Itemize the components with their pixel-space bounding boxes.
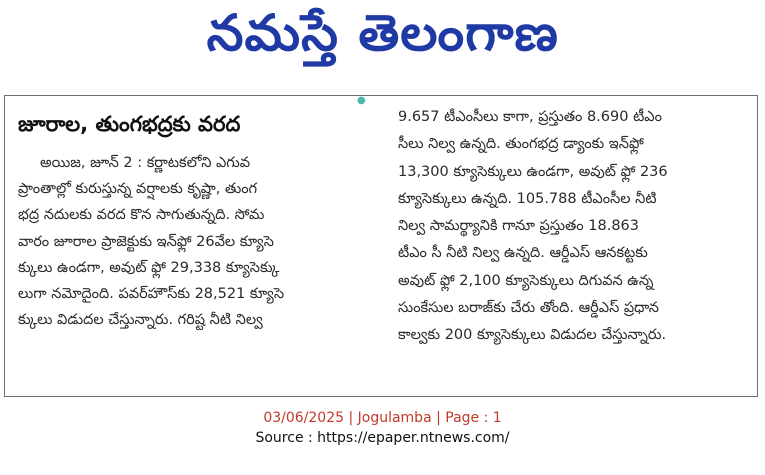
article-line: క్యూసెక్కులు ఉన్నది. 105.788 టీఎంసీల నీటి [398,190,657,207]
source-link[interactable]: Source : https://epaper.ntnews.com/ [255,430,510,446]
article-line: నిల్వ సామర్థ్యానికి గానూ ప్రస్తుతం 18.863 [398,218,639,235]
article-line: అవుట్ ఫ్లో 2,100 క్యూసెక్కులు దిగువన ఉన్న [398,272,654,289]
article-clipping [4,95,758,397]
article-line: సుంకేసుల బరాజ్‌కు చేరు తోంది. ఆర్డీఎస్ ప్రధాన [398,300,659,317]
article-line: 13,300 క్యూసెక్కులు ఉండగా, అవుట్ ఫ్లో 236 [398,163,668,180]
edition-meta: 03/06/2025 | Jogulamba | Page : 1 [263,410,502,426]
article-line: భద్ర నదులకు వరద కొన సాగుతున్నది. సోమ [18,207,265,224]
article-line: క్కులు విడుదల చేస్తున్నారు. గరిష్ట నీటి నిల్వ [18,312,263,329]
article-line: వారం జూరాల ప్రాజెక్టుకు ఇన్‌ఫ్లో 26వేల క్యూసె [18,233,274,250]
masthead-title: నమస్తే తెలంగాణ [206,3,559,62]
decorative-mark: ● [357,95,366,106]
article-left-column [18,108,368,333]
article-right-column [398,104,748,350]
article-line: సీలు నిల్వ ఉన్నది. తుంగభద్ర డ్యాంకు ఇన్‌ఫ్లో [398,136,644,153]
article-headline: జూరాల, తుంగభద్రకు వరద [18,112,241,136]
article-line: లుగా నమోదైంది. పవర్‌హౌస్‌కు 28,521 క్యూసె [18,286,284,303]
article-line: టీఎం సీ నీటి నిల్వ ఉన్నది. ఆర్డీఎస్ ఆనకట్టకు [398,245,648,262]
article-line: 9.657 టీఎంసీలు కాగా, ప్రస్తుతం 8.690 టీఎం [398,109,662,125]
article-line: క్కులు ఉండగా, అవుట్ ఫ్లో 29,338 క్యూసెక్కు [18,259,280,276]
newspaper-masthead [0,4,765,74]
article-line: అయిజ, జూన్ 2 : కర్ణాటకలోని ఎగువ [40,155,251,171]
article-line: ప్రాంతాల్లో కురుస్తున్న వర్షాలకు కృష్ణా, తుంగ [18,181,258,198]
page-footer [0,408,765,448]
article-line: కాల్వకు 200 క్యూసెక్కులు విడుదల చేస్తున్నారు. [398,327,667,344]
